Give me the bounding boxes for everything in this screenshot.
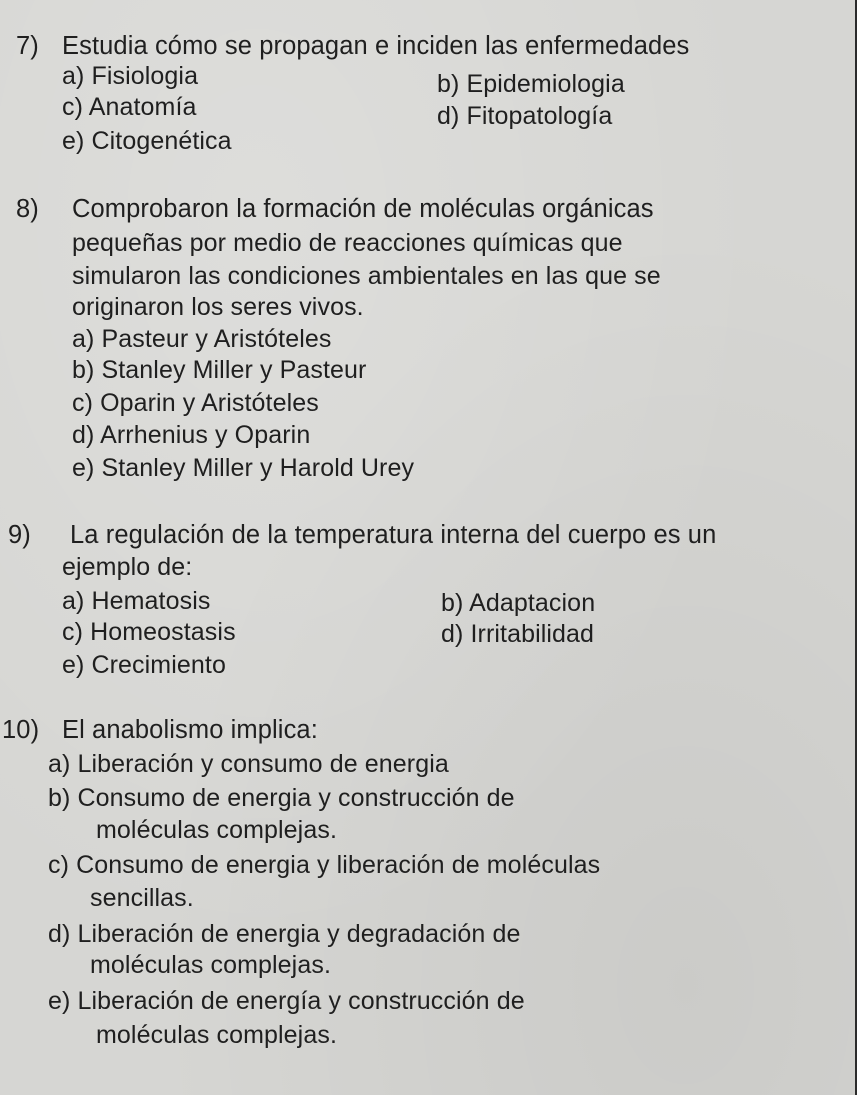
question-8-stem-line-3: simularon las condiciones ambientales en las que se: [72, 262, 661, 290]
question-8-option-a: a) Pasteur y Aristóteles: [72, 325, 332, 353]
question-8-option-e: e) Stanley Miller y Harold Urey: [72, 454, 415, 482]
question-9-number: 9): [8, 521, 31, 549]
question-9-stem-line-1: La regulación de la temperatura interna del cuerpo es un: [70, 521, 717, 549]
question-10-stem-line-1: El anabolismo implica:: [62, 716, 318, 744]
question-9-stem-line-2: ejemplo de:: [62, 553, 193, 581]
question-9-option-c: c) Homeostasis: [62, 618, 236, 646]
question-9-option-d: d) Irritabilidad: [441, 620, 595, 648]
question-7-option-d: d) Fitopatología: [437, 102, 613, 130]
question-7-option-b: b) Epidemiologia: [437, 70, 625, 98]
question-9-option-b: b) Adaptacion: [441, 589, 596, 617]
question-10-option-c-line-2: sencillas.: [90, 884, 194, 912]
question-10-option-d-line-1: d) Liberación de energia y degradación de: [48, 920, 521, 948]
question-7-option-c: c) Anatomía: [62, 93, 197, 121]
question-8-number: 8): [16, 195, 39, 223]
question-10-option-e-line-2: moléculas complejas.: [96, 1021, 337, 1049]
question-8-stem-line-4: originaron los seres vivos.: [72, 293, 364, 321]
question-10-option-e-line-1: e) Liberación de energía y construcción de: [48, 987, 525, 1015]
question-7-number: 7): [16, 32, 39, 60]
question-7-option-e: e) Citogenética: [62, 127, 232, 155]
question-9-option-e: e) Crecimiento: [62, 651, 226, 679]
question-10-option-d-line-2: moléculas complejas.: [90, 951, 331, 979]
question-8-option-d: d) Arrhenius y Oparin: [72, 421, 311, 449]
question-8-stem-line-2: pequeñas por medio de reacciones químicas que: [72, 229, 623, 257]
question-9-option-a: a) Hematosis: [62, 587, 211, 615]
question-10-option-b-line-2: moléculas complejas.: [96, 816, 337, 844]
question-7-stem-line-1: Estudia cómo se propagan e inciden las enfermedades: [62, 32, 690, 60]
question-8-option-c: c) Oparin y Aristóteles: [72, 389, 319, 417]
question-10-option-c-line-1: c) Consumo de energia y liberación de moléculas: [48, 851, 601, 879]
question-8-option-b: b) Stanley Miller y Pasteur: [72, 356, 367, 384]
question-8-stem-line-1: Comprobaron la formación de moléculas orgánicas: [72, 195, 654, 223]
question-10-number: 10): [2, 716, 40, 744]
question-7-option-a: a) Fisiologia: [62, 62, 199, 90]
question-10-option-a: a) Liberación y consumo de energia: [48, 750, 449, 778]
question-10-option-b-line-1: b) Consumo de energia y construcción de: [48, 784, 515, 812]
